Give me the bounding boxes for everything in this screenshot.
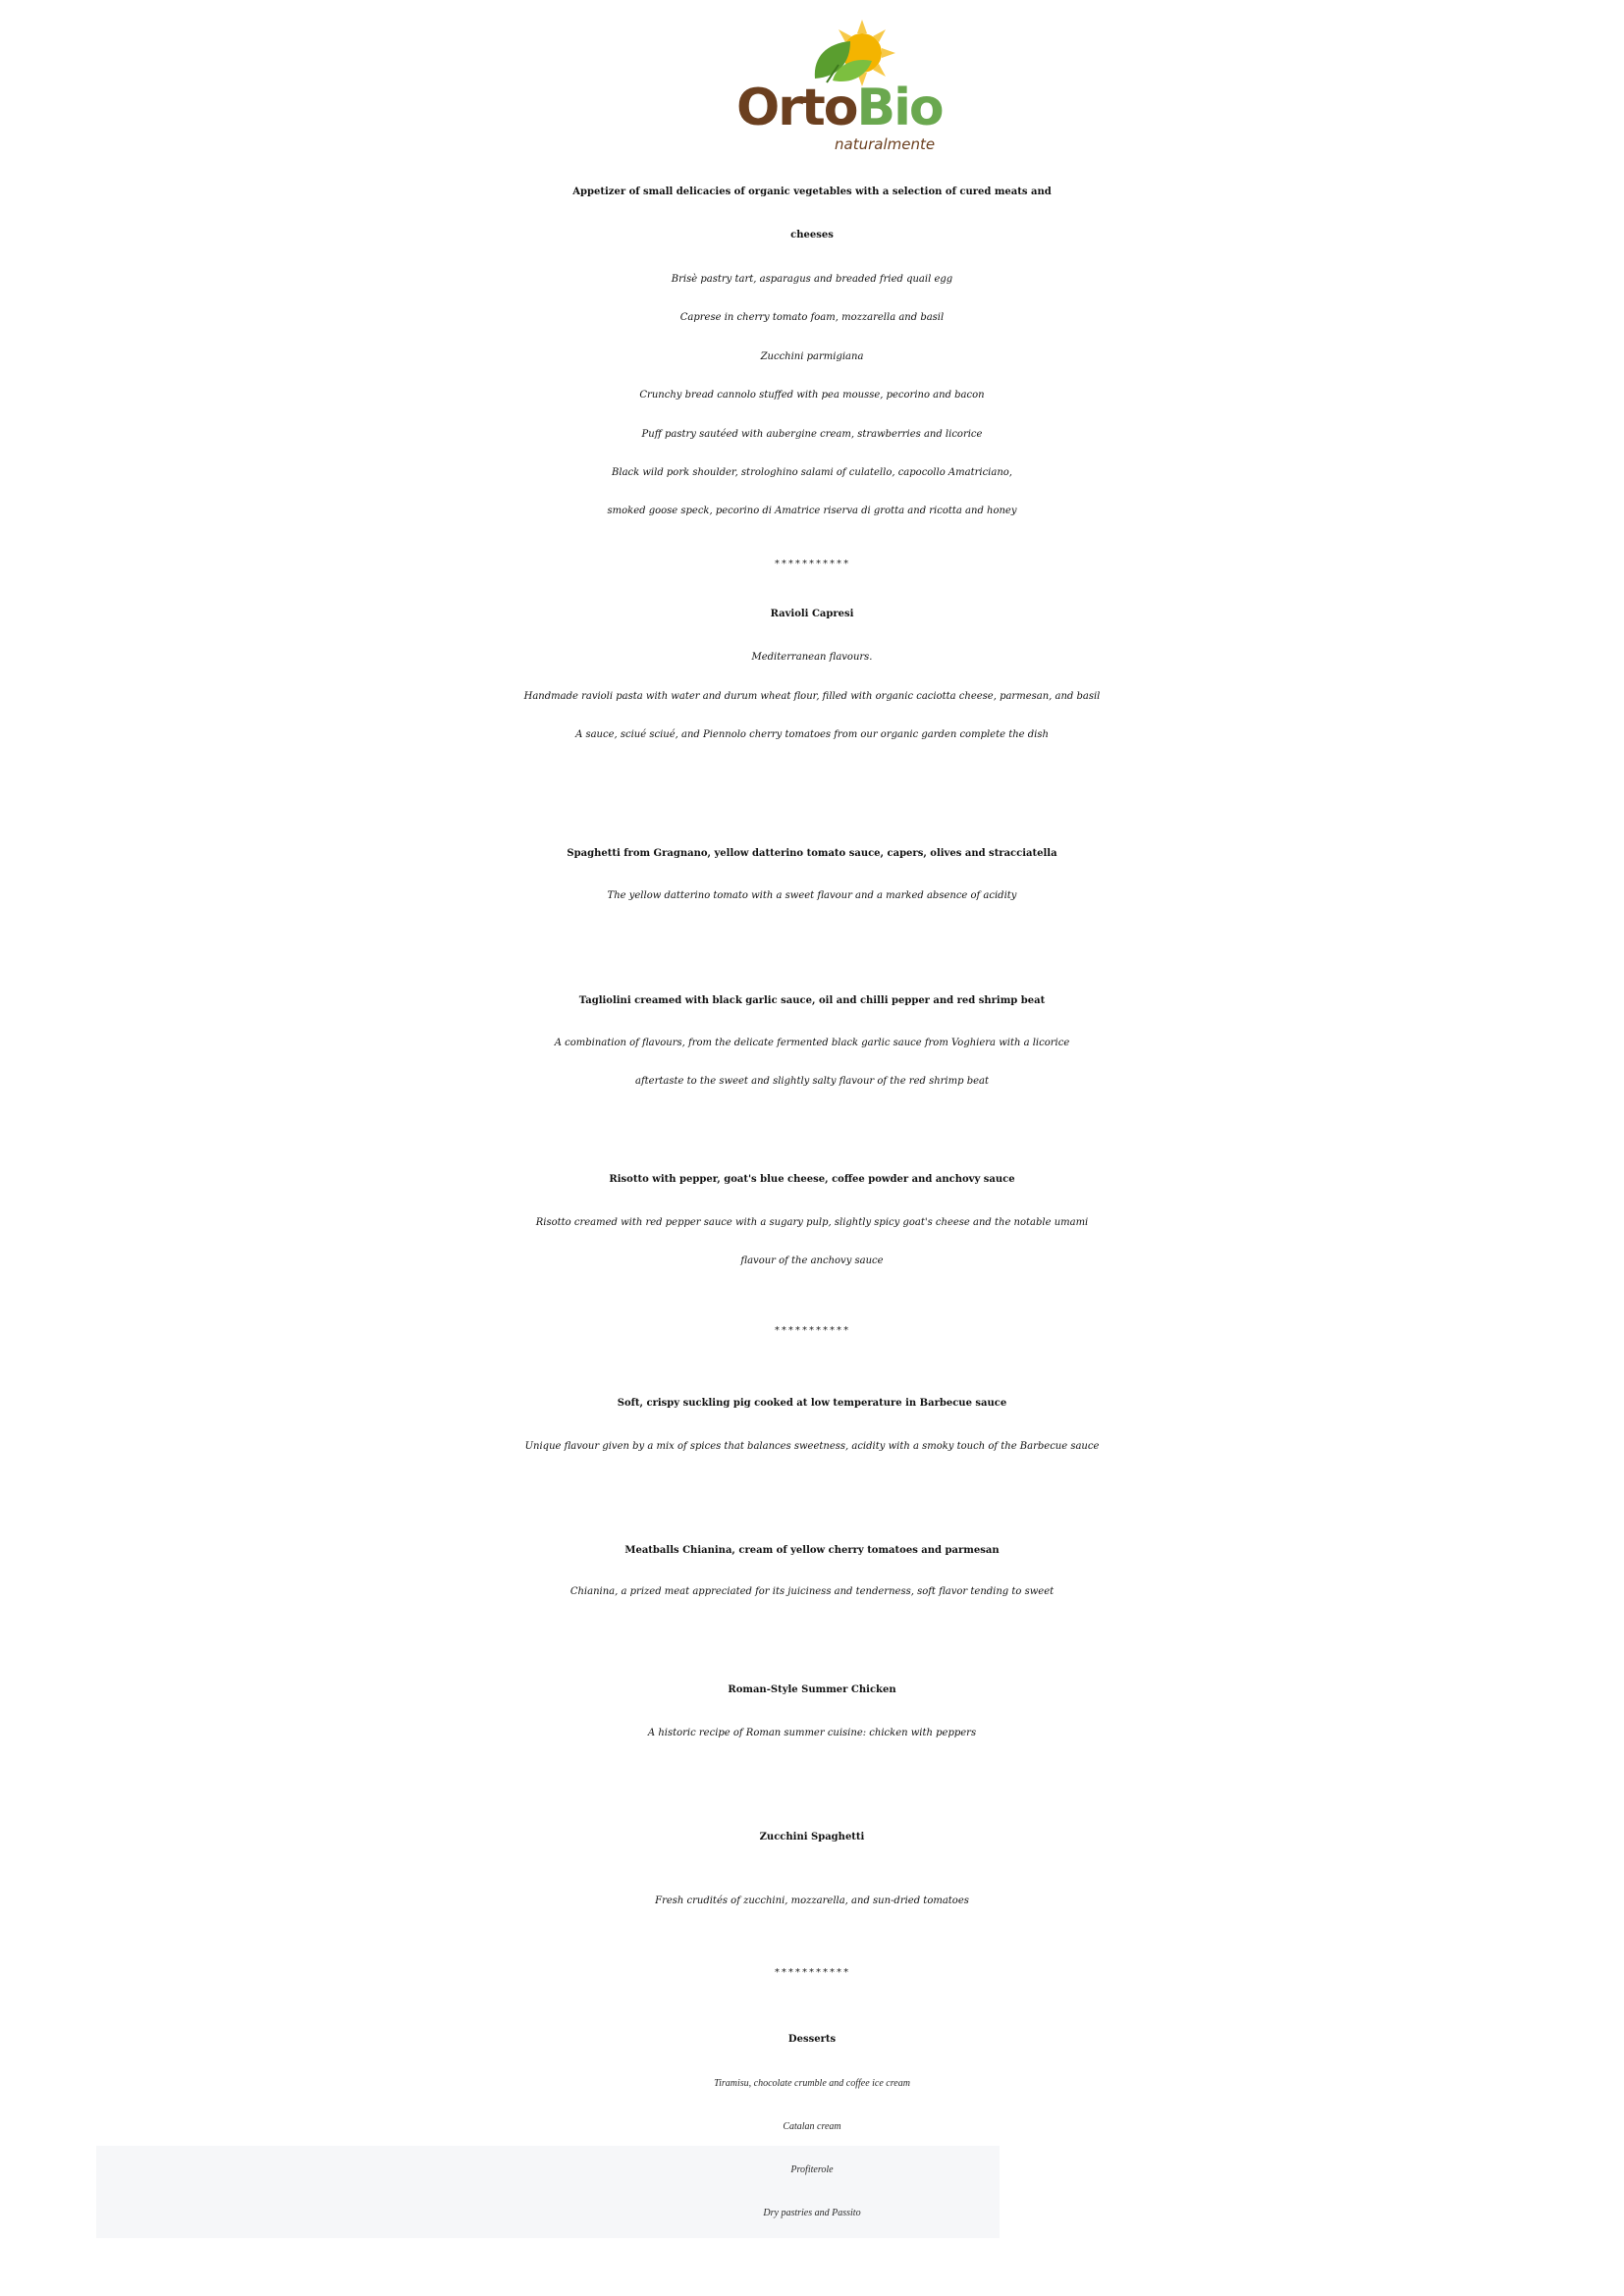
logo-brand-bio: Bio [856,79,943,137]
dish-title-tagliolini: Tagliolini creamed with black garlic sauce, oil and chilli pepper and red shrimp beat [578,995,1046,1006]
logo-wordmark [736,79,962,137]
appetizer-title-line1: Appetizer of small delicacies of organic vegetables with a selection of cured meats and [572,187,1052,197]
dish-description: Risotto creamed with red pepper sauce with a sugary pulp, slightly spicy goat's cheese and the notable umami [535,1217,1089,1228]
dish-description: aftertaste to the sweet and slightly salty flavour of the red shrimp beat [635,1076,989,1087]
dish-title-chicken: Roman-Style Summer Chicken [728,1684,896,1695]
dish-description: Mediterranean flavours. [751,652,873,663]
dish-title-spaghetti: Spaghetti from Gragnano, yellow datterino tomato sauce, capers, olives and stracciatella [567,848,1057,859]
dish-description: Unique flavour given by a mix of spices that balances sweetness, acidity with a smoky touch of the Barbecue sauce [524,1441,1100,1452]
dish-title-ravioli: Ravioli Capresi [770,609,854,619]
appetizer-item: Black wild pork shoulder, strologhino salami of culatello, capocollo Amatriciano, [612,467,1012,478]
dish-title-zucchini-spaghetti: Zucchini Spaghetti [759,1832,865,1842]
dish-description: flavour of the anchovy sauce [740,1255,884,1266]
logo-brand-orto: Orto [736,79,857,137]
appetizer-item: Brisè pastry tart, asparagus and breaded fried quail egg [671,274,953,285]
dessert-item: Catalan cream [783,2121,841,2132]
dish-description: Handmade ravioli pasta with water and durum wheat flour, filled with organic caciotta cheese, parmesan, and basil [523,691,1101,702]
appetizer-title-line2: cheeses [790,230,834,240]
dessert-item: Dry pastries and Passito [763,2208,861,2218]
dish-description: A historic recipe of Roman summer cuisine: chicken with peppers [647,1728,977,1738]
dish-title-meatballs: Meatballs Chianina, cream of yellow cherry tomatoes and parmesan [624,1545,1000,1556]
section-separator: *********** [774,1325,850,1336]
desserts-title: Desserts [787,2034,837,2045]
dish-description: A combination of flavours, from the delicate fermented black garlic sauce from Voghiera with a licorice [554,1038,1070,1048]
section-separator: *********** [774,1967,850,1978]
dish-description: Chianina, a prized meat appreciated for its juiciness and tenderness, soft flavor tending to sweet [569,1586,1055,1597]
dish-description: Fresh crudités of zucchini, mozzarella, and sun-dried tomatoes [655,1896,969,1906]
appetizer-item: Zucchini parmigiana [760,351,864,362]
ortobio-logo [736,18,962,155]
dish-description: A sauce, sciué sciué, and Piennolo cherry tomatoes from our organic garden complete the dish [575,729,1049,740]
dish-title-risotto: Risotto with pepper, goat's blue cheese, coffee powder and anchovy sauce [609,1174,1015,1185]
dessert-item: Profiterole [790,2164,834,2175]
section-separator: *********** [774,559,850,569]
appetizer-item: Crunchy bread cannolo stuffed with pea mousse, pecorino and bacon [639,390,985,400]
appetizer-item: Puff pastry sautéed with aubergine cream, strawberries and licorice [641,429,983,440]
dish-description: The yellow datterino tomato with a sweet flavour and a marked absence of acidity [607,890,1017,901]
appetizer-item: Caprese in cherry tomato foam, mozzarella and basil [679,312,945,323]
logo-tagline: naturalmente [835,135,936,153]
dish-title-suckling-pig: Soft, crispy suckling pig cooked at low temperature in Barbecue sauce [617,1398,1007,1409]
dessert-item: Tiramisu, chocolate crumble and coffee ice cream [714,2078,910,2089]
appetizer-item: smoked goose speck, pecorino di Amatrice riserva di grotta and ricotta and honey [607,506,1017,516]
